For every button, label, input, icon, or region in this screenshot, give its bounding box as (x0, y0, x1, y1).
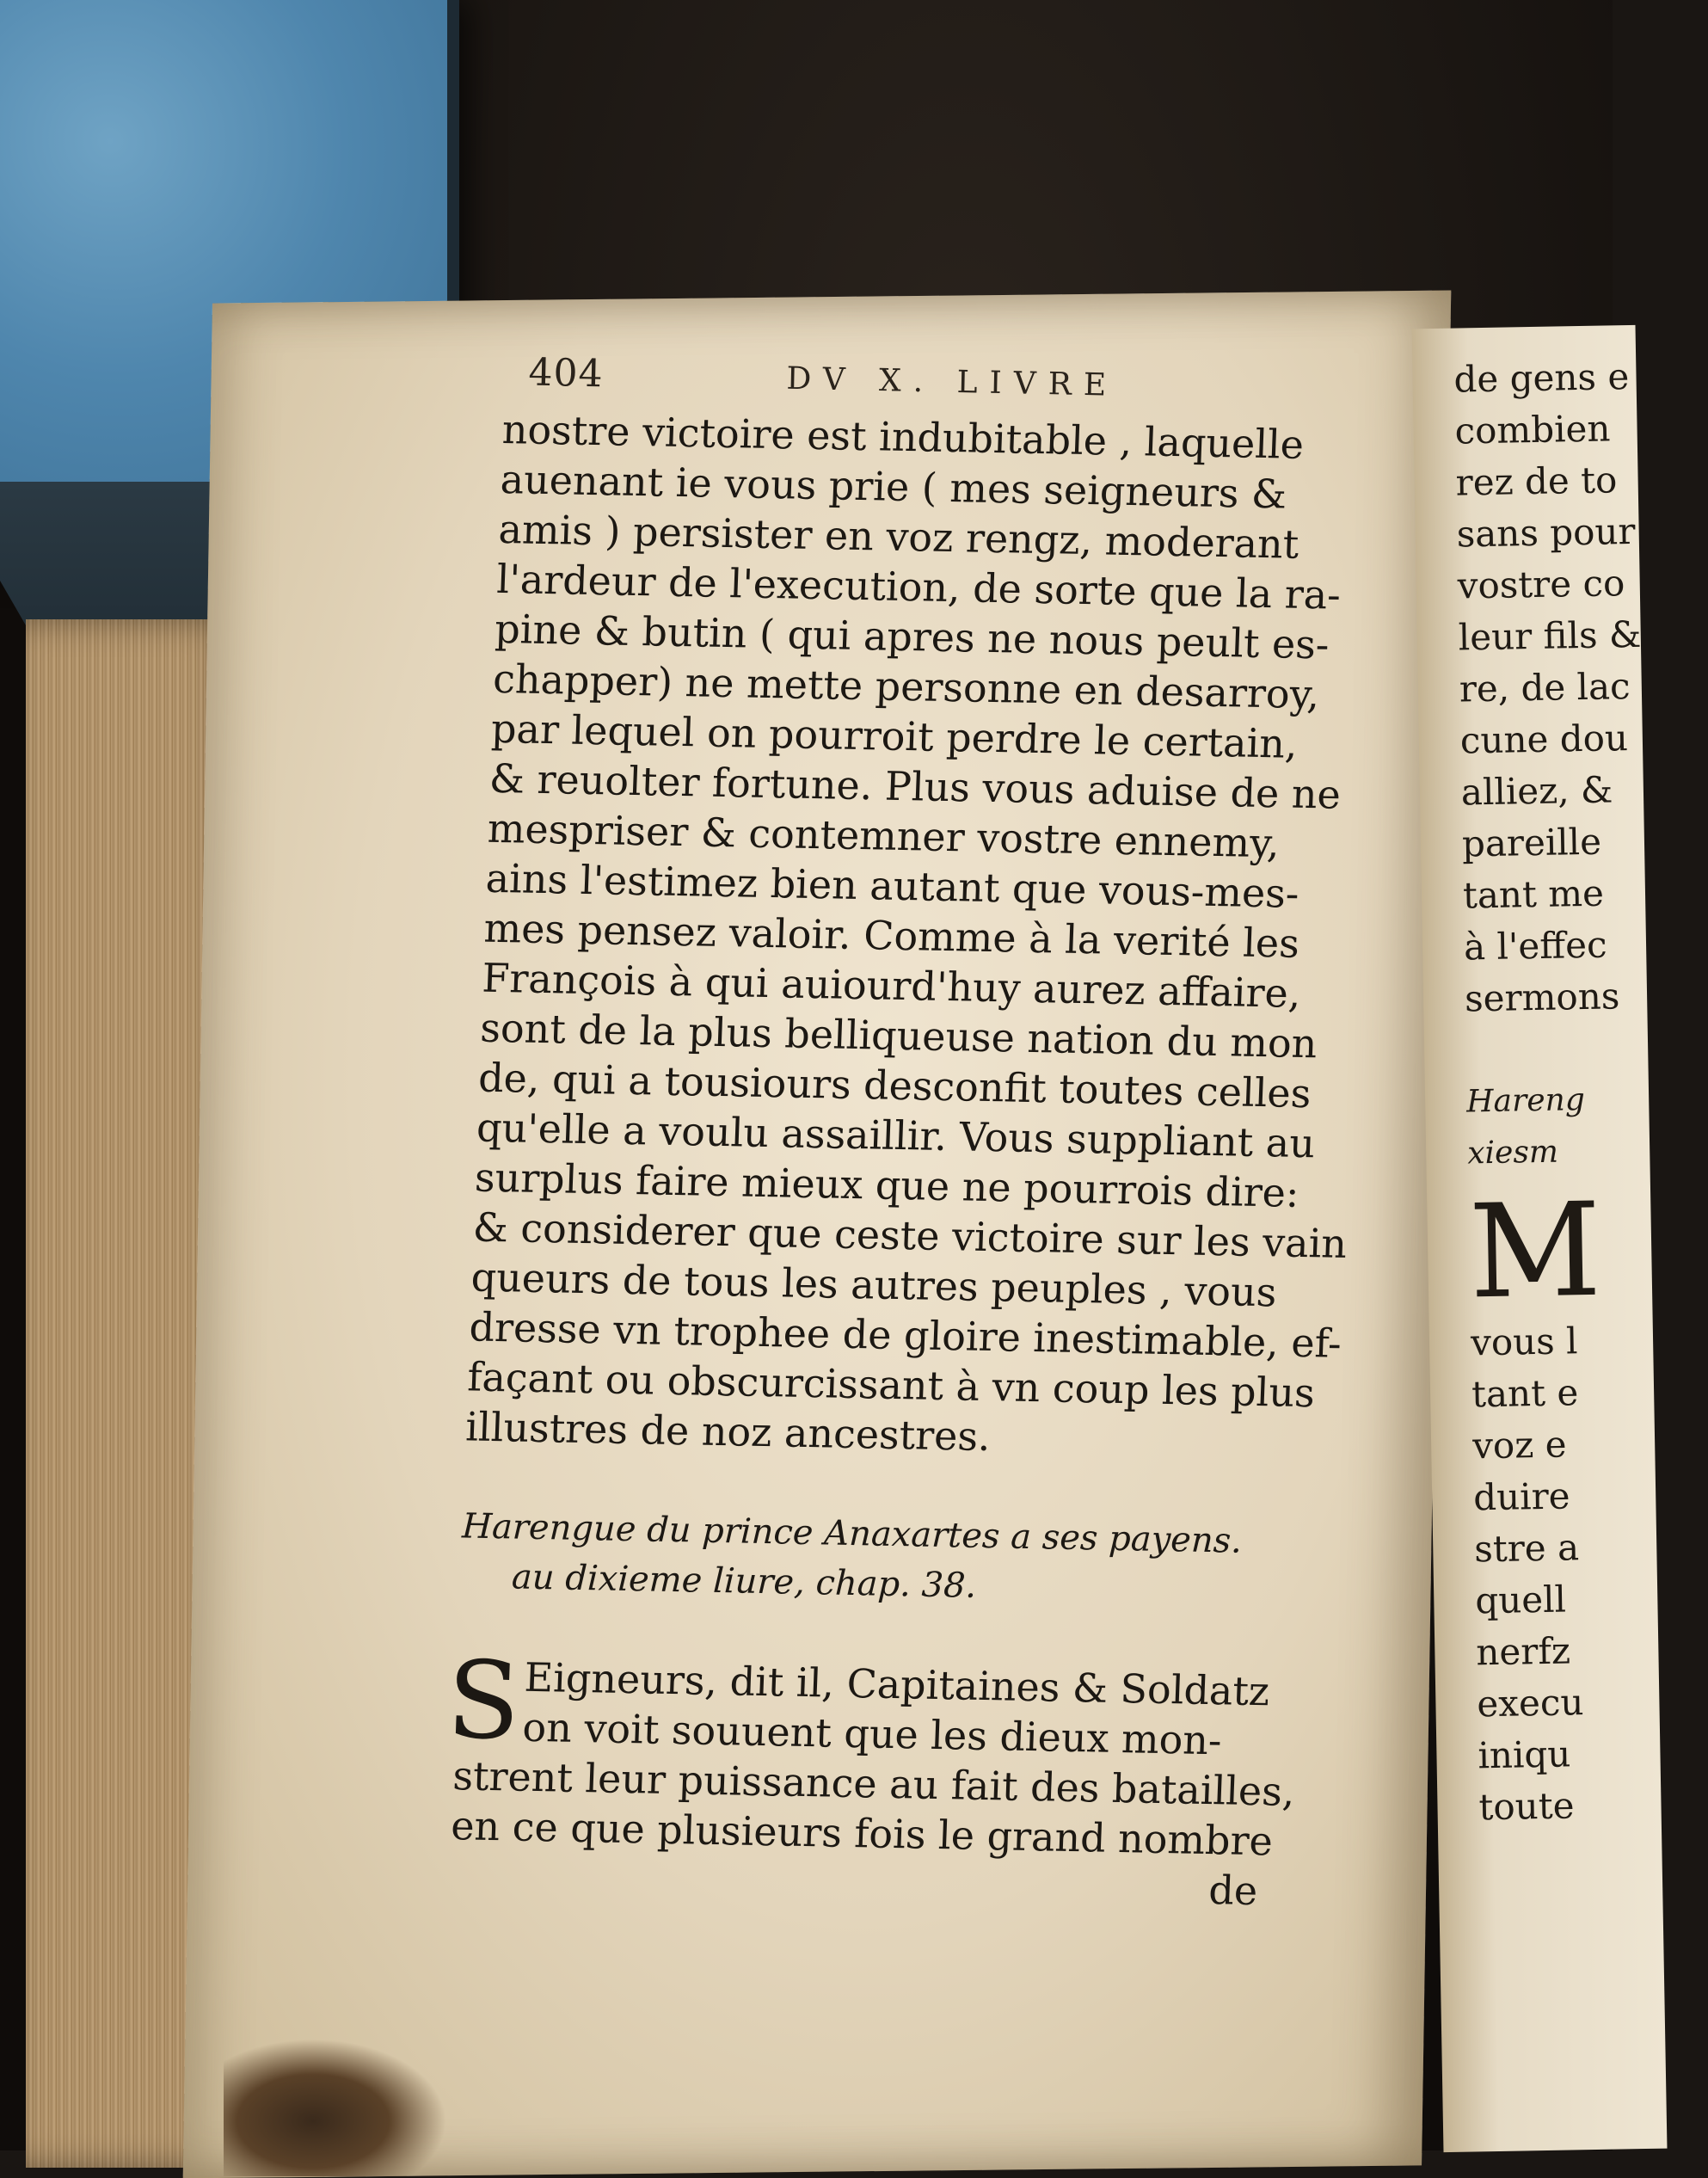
text-line: strent leur puissance au fait des batailles, (452, 1752, 1296, 1815)
text-line: dresse vn trophee de gloire inestimable, ef- (468, 1303, 1342, 1367)
text-line: par lequel on pourroit perdre le certain, (490, 704, 1299, 767)
right-caption-line: Hareng (1465, 1082, 1586, 1120)
right-line: re, de lac (1459, 665, 1631, 711)
right-caption-line: xiesm (1466, 1134, 1559, 1172)
left-page-body (445, 404, 1348, 1917)
text-line: en ce que plusieurs fois le grand nombre (450, 1802, 1274, 1865)
right-line: vostre co (1457, 562, 1625, 607)
right-line: execu (1477, 1681, 1584, 1726)
right-line: nerfz (1475, 1629, 1571, 1674)
right-line: voz e (1471, 1423, 1567, 1467)
text-line: qu'elle a voulu assaillir. Vous suppliant au (476, 1104, 1316, 1167)
right-line: vous l (1470, 1320, 1578, 1364)
right-line: de gens e (1453, 355, 1630, 401)
text-line: ains l'estimez bien autant que vous-mes- (484, 854, 1300, 917)
page-stain (224, 2039, 447, 2176)
right-page-text (1453, 350, 1703, 1833)
right-line: combien (1454, 407, 1611, 452)
text-line: mes pensez valoir. Comme à la verité les (482, 904, 1300, 967)
text-line: Eigneurs, dit il, Capitaines & Soldatz (523, 1653, 1271, 1715)
text-line: illustres de noz ancestres. (464, 1403, 992, 1461)
text-line: chapper) ne mette personne en desarroy, (492, 655, 1321, 718)
right-line: pareille (1461, 820, 1602, 865)
right-line: iniqu (1478, 1732, 1571, 1777)
right-line: toute (1478, 1784, 1575, 1829)
text-line: mespriser & contemner vostre ennemy, (486, 804, 1281, 867)
right-line: quell (1474, 1578, 1567, 1622)
right-line: sans pour (1456, 509, 1636, 556)
right-line: cune dou (1459, 717, 1629, 762)
right-line: leur fils & (1458, 612, 1642, 659)
text-line: & reuolter fortune. Plus vous aduise de ne (488, 754, 1342, 818)
text-line: de, qui a tousiours desconfit toutes celles (477, 1054, 1312, 1117)
text-line: sont de la plus belliqueuse nation du mon (479, 1004, 1318, 1067)
right-line: à l'effec (1463, 923, 1607, 969)
right-line: stre a (1473, 1526, 1580, 1571)
text-line: on voit souuent que les dieux mon- (521, 1703, 1223, 1764)
text-line: & considerer que ceste victoire sur les vain (471, 1203, 1348, 1267)
text-line: pine & butin ( qui apres ne nous peult es- (494, 605, 1330, 668)
text-line: auenant ie vous prie ( mes seigneurs & (499, 455, 1288, 518)
text-line: amis ) persister en voz rengz, moderant (497, 505, 1300, 568)
right-line: rez de to (1455, 458, 1618, 504)
text-line: surplus faire mieux que ne pourrois dire: (474, 1154, 1300, 1216)
catchword: de (1207, 1867, 1259, 1915)
text-line: façant ou obscurcissant à vn coup les plus (466, 1353, 1316, 1417)
text-line: nostre victoire est indubitable , laquelle (501, 405, 1305, 468)
text-line: queurs de tous les autres peuples , vous (470, 1253, 1278, 1316)
chapter-caption-line: Harengue du prince Anaxartes a ses payens. (461, 1506, 1243, 1561)
running-head: DV X. LIVRE (786, 360, 1119, 403)
drop-cap: S (445, 1639, 523, 1764)
right-line: duire (1472, 1474, 1570, 1519)
right-line: tant me (1462, 871, 1605, 917)
right-line: tant e (1471, 1371, 1579, 1416)
text-line: l'ardeur de l'execution, de sorte que la ra- (495, 555, 1342, 618)
chapter-caption-line: au dixieme liure, chap. 38. (511, 1557, 978, 1606)
right-line: sermons (1464, 975, 1620, 1020)
right-gap (1465, 1021, 1690, 1077)
right-line: alliez, & (1460, 768, 1613, 814)
text-line: François à qui auiourd'huy aurez affaire, (481, 954, 1302, 1017)
right-page (1412, 325, 1668, 2152)
right-drop-cap: M (1467, 1175, 1603, 1328)
page-number: 404 (528, 350, 605, 397)
